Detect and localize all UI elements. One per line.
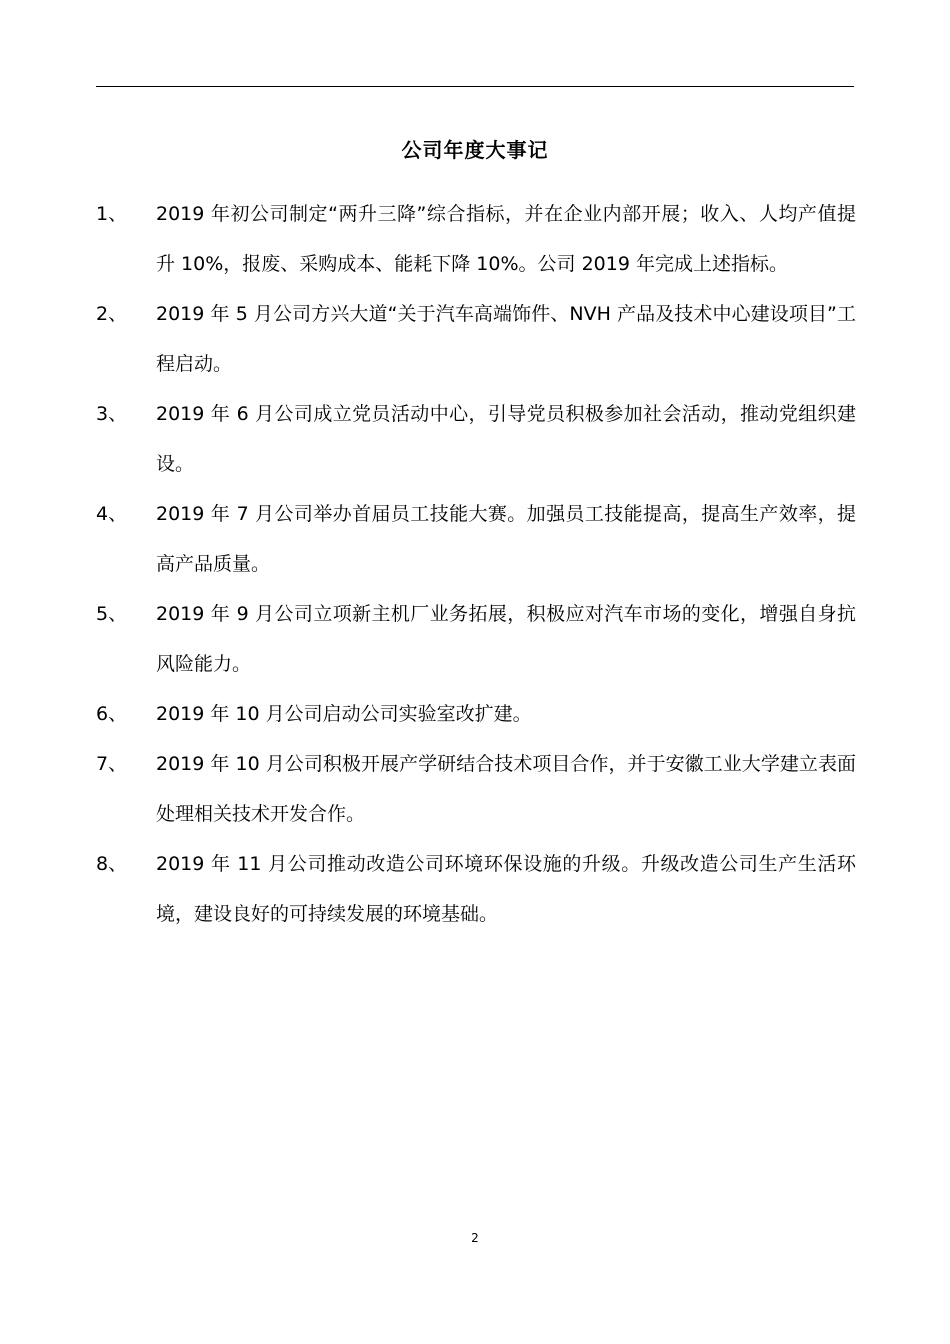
event-number: 1、 <box>96 203 128 225</box>
event-item-8 <box>96 839 856 939</box>
event-text: 2019 年 10 月公司积极开展产学研结合技术项目合作，并于安徽工业大学建立表面处理相关技术开发合作。 <box>156 753 856 825</box>
event-number: 8、 <box>96 853 128 875</box>
event-number: 5、 <box>96 603 128 625</box>
event-item-2 <box>96 289 856 389</box>
event-text: 2019 年 6 月公司成立党员活动中心，引导党员积极参加社会活动，推动党组织建设。 <box>156 403 856 475</box>
event-text: 2019 年 11 月公司推动改造公司环境环保设施的升级。升级改造公司生产生活环境，建设良好的可持续发展的环境基础。 <box>156 853 856 925</box>
event-item-7 <box>96 739 856 839</box>
event-item-3 <box>96 389 856 489</box>
event-number: 3、 <box>96 403 128 425</box>
event-text: 2019 年 9 月公司立项新主机厂业务拓展，积极应对汽车市场的变化，增强自身抗风险能力。 <box>156 603 856 675</box>
page-number: 2 <box>471 1231 479 1245</box>
event-text: 2019 年初公司制定“两升三降”综合指标，并在企业内部开展；收入、人均产值提升 10%，报废、采购成本、能耗下降 10%。公司 2019 年完成上述指标。 <box>156 203 856 275</box>
page-title: 公司年度大事记 <box>401 138 549 162</box>
event-item-4 <box>96 489 856 589</box>
event-number: 2、 <box>96 303 128 325</box>
event-item-1 <box>96 189 856 289</box>
event-text: 2019 年 10 月公司启动公司实验室改扩建。 <box>156 703 532 725</box>
event-number: 6、 <box>96 703 128 725</box>
event-item-6 <box>96 689 856 739</box>
header-rule <box>96 86 854 87</box>
event-text: 2019 年 5 月公司方兴大道“关于汽车高端饰件、NVH 产品及技术中心建设项目”工程启动。 <box>156 303 856 375</box>
event-item-5 <box>96 589 856 689</box>
event-number: 4、 <box>96 503 128 525</box>
event-list <box>96 189 856 939</box>
event-number: 7、 <box>96 753 128 775</box>
event-text: 2019 年 7 月公司举办首届员工技能大赛。加强员工技能提高，提高生产效率，提高产品质量。 <box>156 503 856 575</box>
